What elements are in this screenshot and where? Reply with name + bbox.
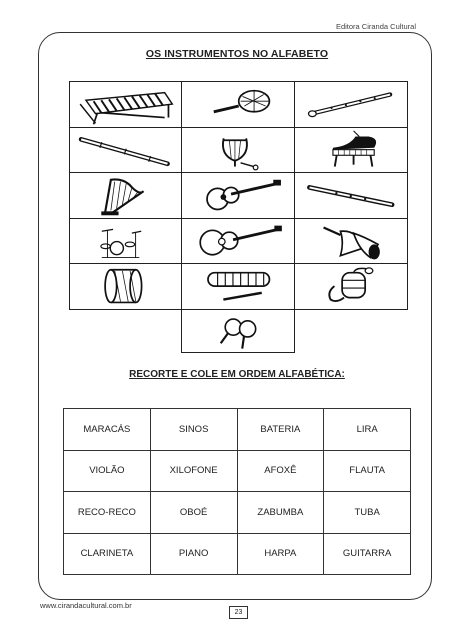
word-cell: RECO-RECO xyxy=(64,492,151,534)
word-cell: AFOXÊ xyxy=(237,450,324,492)
drum-kit-picture xyxy=(69,218,182,264)
guitar-picture xyxy=(181,172,295,219)
word-cell: FLAUTA xyxy=(324,450,411,492)
xylophone-icon xyxy=(72,83,179,126)
maracas-picture xyxy=(181,309,295,353)
piano-icon xyxy=(297,129,405,171)
page-title: OS INSTRUMENTOS NO ALFABETO xyxy=(145,48,329,60)
word-cell: PIANO xyxy=(150,533,237,575)
harp-icon xyxy=(72,174,179,217)
oboe-icon xyxy=(297,83,405,126)
clarinet-picture xyxy=(69,127,182,173)
zabumba-icon xyxy=(72,265,179,308)
flute-icon xyxy=(297,174,405,217)
oboe-picture xyxy=(294,81,408,128)
tuba-icon xyxy=(297,265,405,308)
reco-reco-picture xyxy=(181,263,295,310)
acoustic-guitar-picture xyxy=(181,218,295,264)
word-cell: SINOS xyxy=(150,409,237,451)
word-cell: OBOÉ xyxy=(150,492,237,534)
footer-website: www.cirandacultural.com.br xyxy=(40,601,132,610)
harp-picture xyxy=(69,172,182,219)
afoxe-icon xyxy=(184,83,292,126)
flute-picture xyxy=(294,172,408,219)
word-cell: TUBA xyxy=(324,492,411,534)
guitar-icon xyxy=(184,174,292,217)
lyre-icon xyxy=(184,129,292,171)
word-cell: XILOFONE xyxy=(150,450,237,492)
table-row xyxy=(64,450,411,492)
table-row xyxy=(64,533,411,575)
xylophone-picture xyxy=(69,81,182,128)
word-cell: LIRA xyxy=(324,409,411,451)
word-cell: MARACÁS xyxy=(64,409,151,451)
piano-picture xyxy=(294,127,408,173)
bells-icon xyxy=(297,220,405,262)
word-cell: ZABUMBA xyxy=(237,492,324,534)
cut-and-paste-instruction: RECORTE E COLE EM ORDEM ALFABÉTICA: xyxy=(129,369,345,380)
publisher-name: Editora Ciranda Cultural xyxy=(335,22,416,31)
word-cell: GUITARRA xyxy=(324,533,411,575)
word-cell: CLARINETA xyxy=(64,533,151,575)
page-number: 23 xyxy=(229,606,248,619)
table-row xyxy=(64,492,411,534)
afoxe-picture xyxy=(181,81,295,128)
word-cell: BATERIA xyxy=(237,409,324,451)
zabumba-picture xyxy=(69,263,182,310)
bells-picture xyxy=(294,218,408,264)
reco-reco-icon xyxy=(184,265,292,308)
lyre-picture xyxy=(181,127,295,173)
acoustic-guitar-icon xyxy=(184,220,292,262)
tuba-picture xyxy=(294,263,408,310)
maracas-icon xyxy=(184,311,292,351)
clarinet-icon xyxy=(72,129,179,171)
word-cell: HARPA xyxy=(237,533,324,575)
table-row xyxy=(64,409,411,451)
word-cell: VIOLÃO xyxy=(64,450,151,492)
drum-kit-icon xyxy=(72,220,179,262)
word-table xyxy=(63,408,411,575)
